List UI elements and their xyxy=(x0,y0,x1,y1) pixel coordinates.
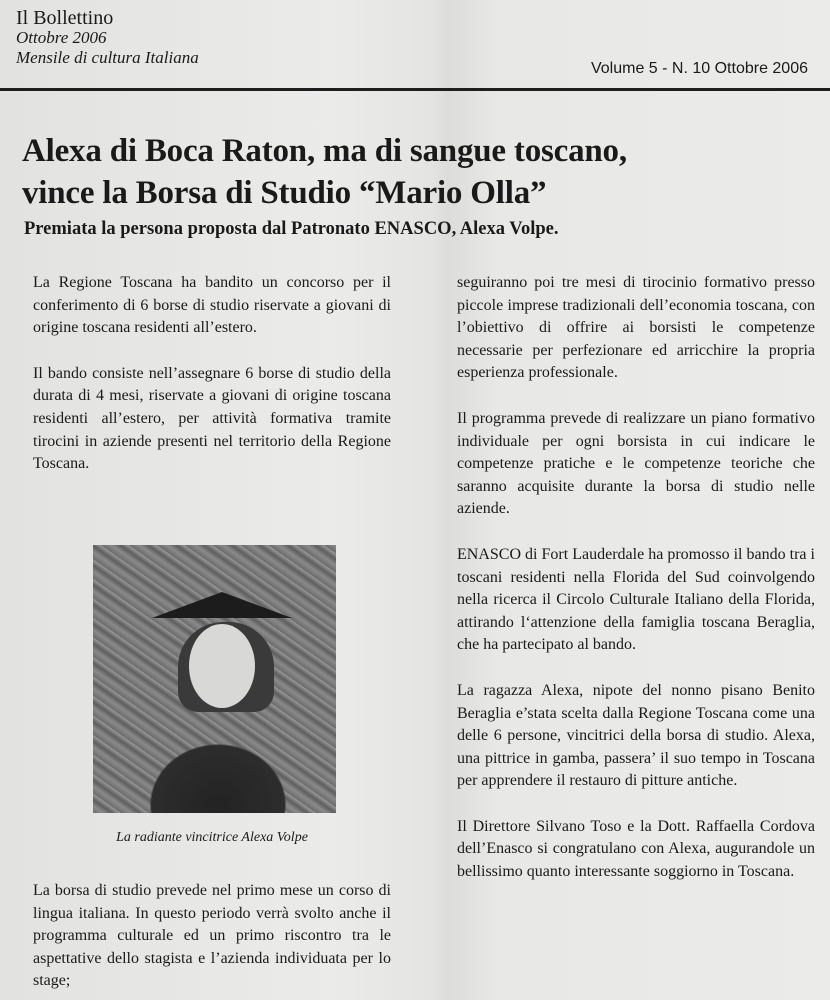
headline-line-2: vince la Borsa di Studio “Mario Olla” xyxy=(22,175,547,211)
article-subhead: Premiata la persona proposta dal Patronato ENASCO, Alexa Volpe. xyxy=(24,219,559,239)
issue-info: Volume 5 - N. 10 Ottobre 2006 xyxy=(590,60,808,77)
right-column xyxy=(457,272,815,907)
paragraph: Il programma prevede di realizzare un piano formativo individuale per ogni borsista in cui indicare le competenze pratiche e le competenze teoriche che saranno acquisite durante la borsa di studio nelle aziende. xyxy=(457,409,815,518)
paragraph: La borsa di studio prevede nel primo mese un corso di lingua italiana. In questo periodo verrà svolto anche il programma culturale ed un primo riscontro tra le aspettative dello stagista e l’azienda individuata per lo stage; xyxy=(33,882,391,990)
paragraph: Il bando consiste nell’assegnare 6 borse di studio della durata di 4 mesi, riservate a giovani di origine toscana residenti all’estero, per attività formativa tramite tirocini in aziende presenti nel territorio della Regione Toscana. xyxy=(33,364,391,473)
publication-date: Ottobre 2006 xyxy=(16,28,107,47)
publication-tagline: Mensile di cultura Italiana xyxy=(16,48,199,67)
paragraph: seguiranno poi tre mesi di tirocinio formativo presso piccole imprese tradizionali dell’economia toscana, con l’obiettivo di offrire ai borsisti le competenze necessarie per perfezionare ed arricchire la propria esperienza professionale. xyxy=(457,274,815,382)
left-column-bottom xyxy=(33,880,391,993)
masthead-divider xyxy=(0,88,830,91)
article-headline xyxy=(22,130,822,214)
photo-face xyxy=(189,624,255,708)
publication-title: Il Bollettino xyxy=(16,7,114,29)
photo-caption: La radiante vincitrice Alexa Volpe xyxy=(116,830,308,845)
paragraph: ENASCO di Fort Lauderdale ha promosso il bando tra i toscani residenti nella Florida del Sud coinvolgendo nella ricerca il Circolo Culturale Italiano della Florida, attirando l‘attenzione della famiglia toscana Beraglia, che ha partecipato al bando. xyxy=(457,545,815,654)
paragraph: La Regione Toscana ha bandito un concorso per il conferimento di 6 borse di studio riservate a giovani di origine toscana residenti all’estero. xyxy=(33,274,391,337)
paragraph: Il Direttore Silvano Toso e la Dott. Raffaella Cordova dell’Enasco si congratulano con Alexa, augurandole un bellissimo quanto interessante soggiorno in Toscana. xyxy=(457,817,815,881)
paragraph: La ragazza Alexa, nipote del nonno pisano Benito Beraglia e’stata scelta dalla Regione Toscana come una delle 6 persone, vincitrici della borsa di studio. Alexa, una pittrice in gamba, passera’ il suo tempo in Toscana per apprendere il restauro di pitture antiche. xyxy=(457,681,815,790)
left-column xyxy=(33,272,391,499)
masthead xyxy=(16,8,199,68)
graduation-cap-icon xyxy=(152,592,292,618)
headline-line-1: Alexa di Boca Raton, ma di sangue toscano, xyxy=(22,133,627,169)
